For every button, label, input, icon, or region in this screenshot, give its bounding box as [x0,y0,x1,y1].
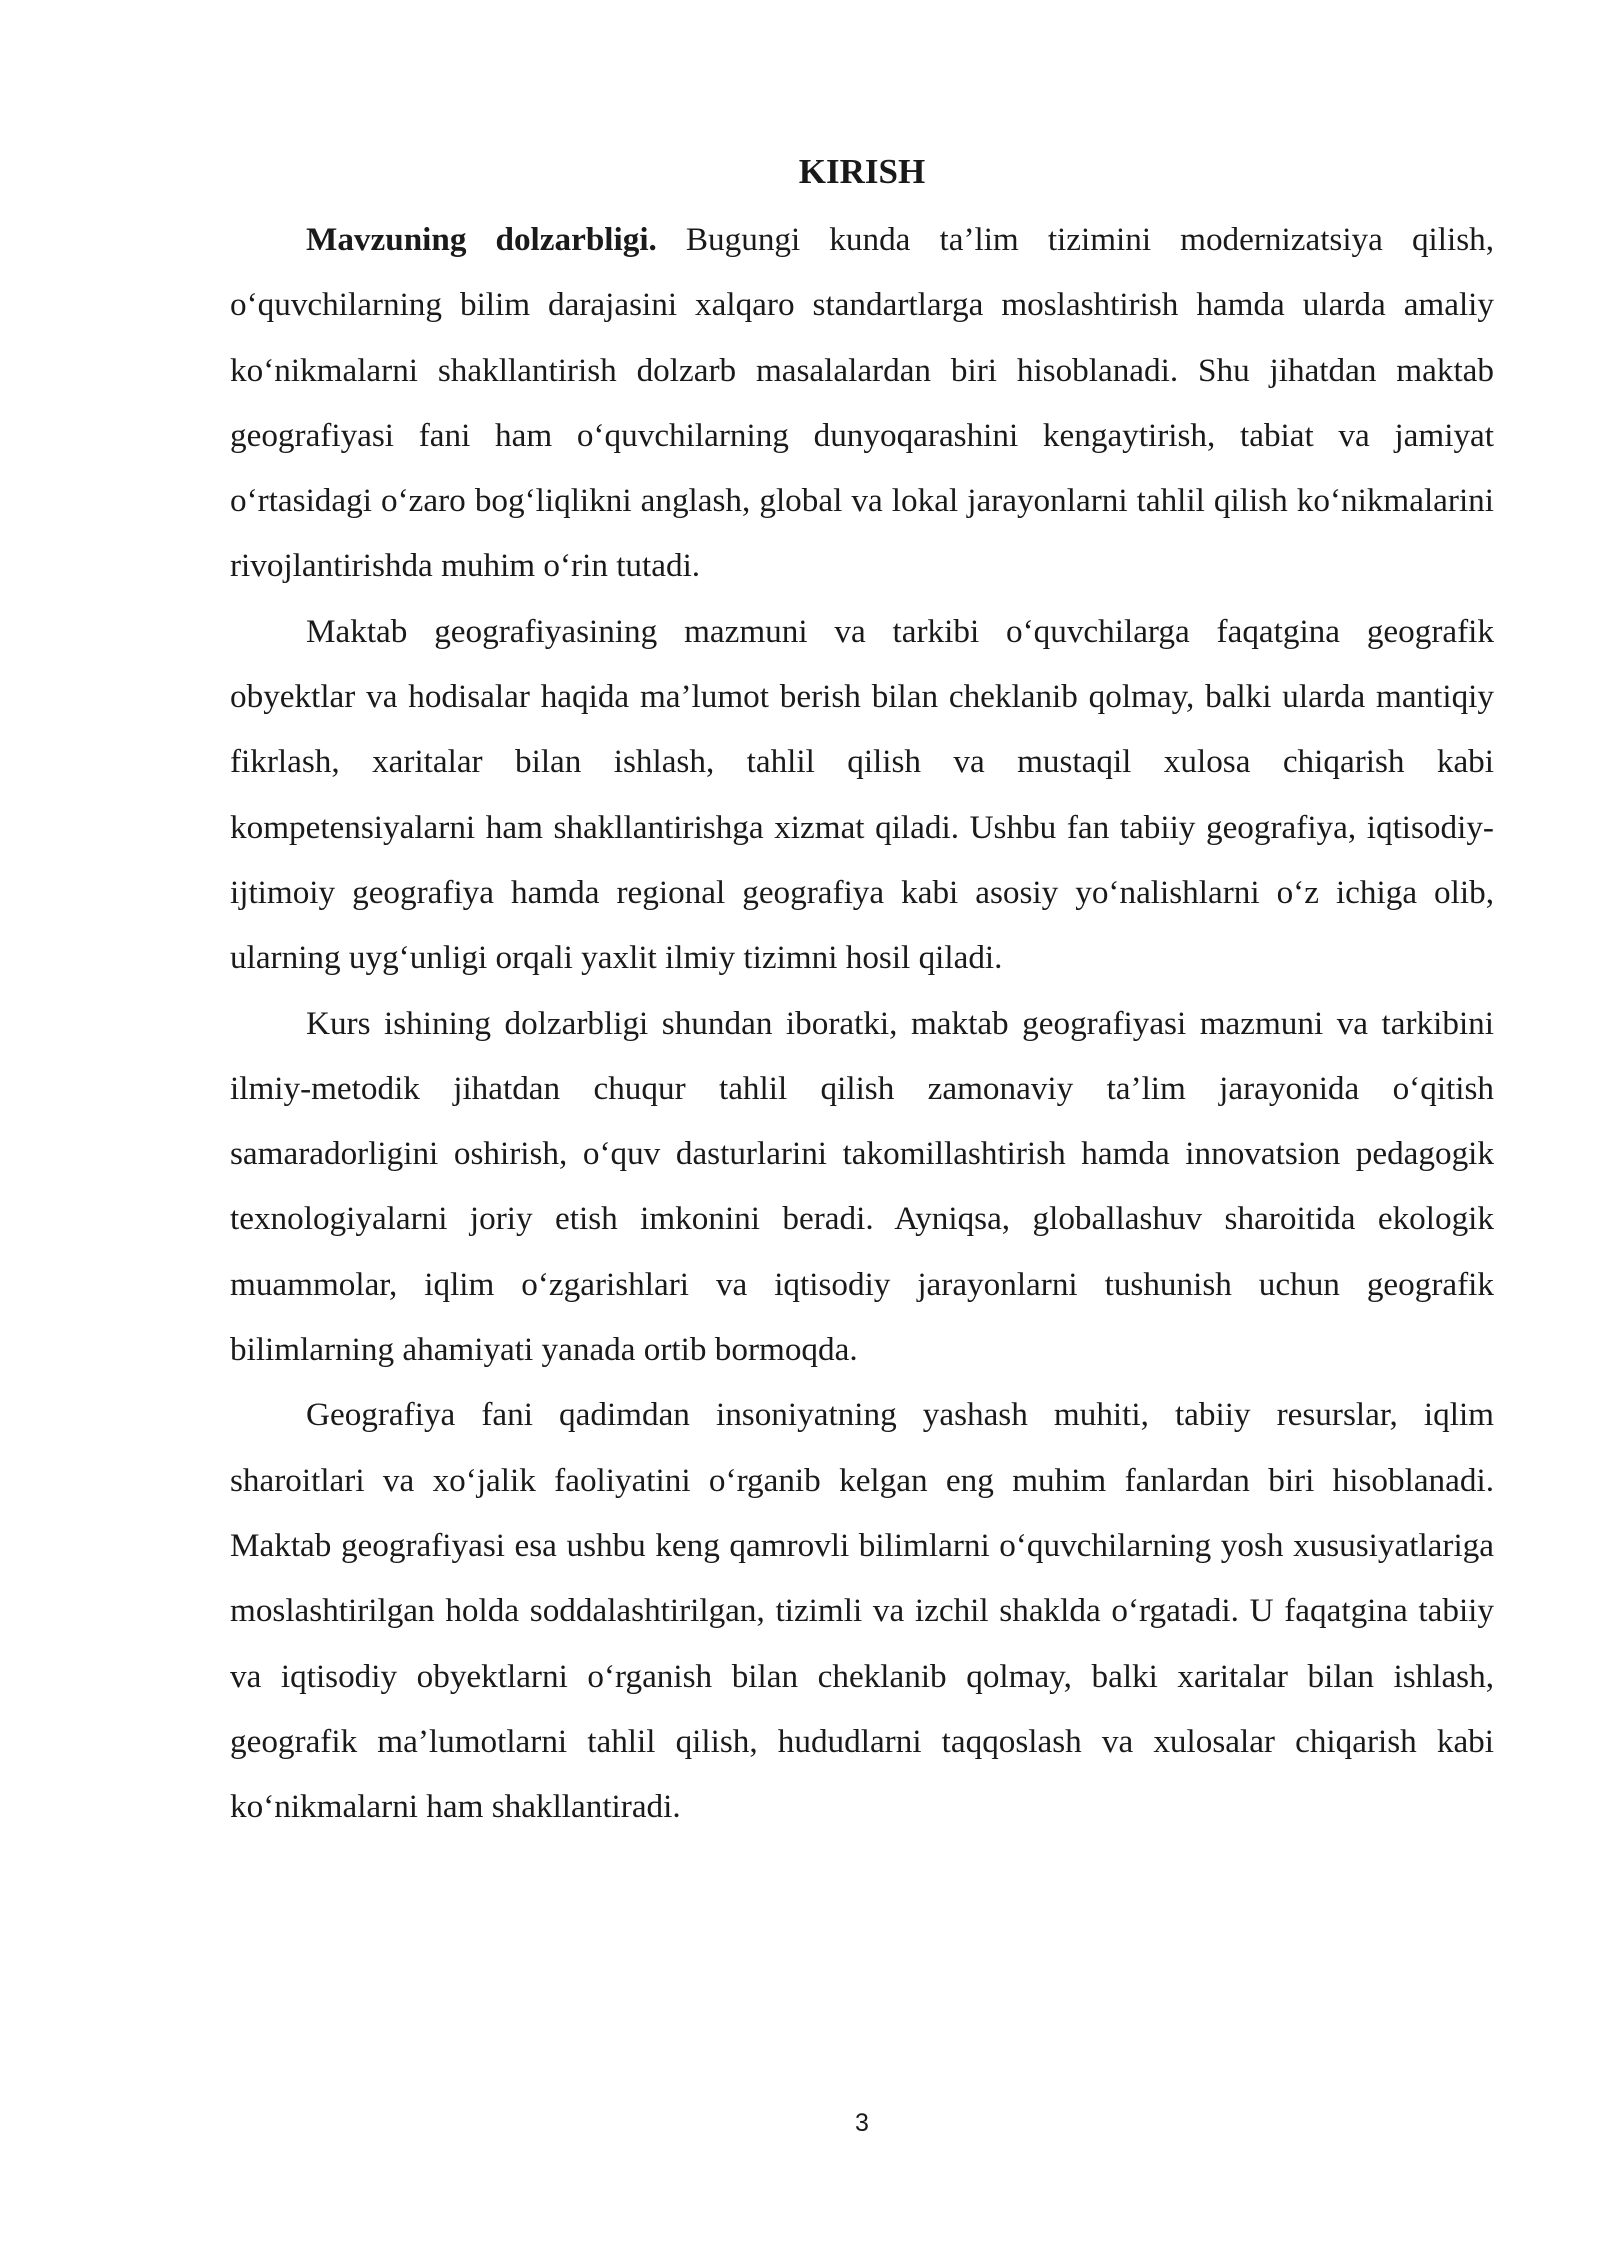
paragraph-content-structure: Maktab geografiyasining mazmuni va tarkibi o‘quvchilarga faqatgina geografik obyektlar va hodisalar haqida ma’lumot berish bilan cheklanib qolmay, balki ularda mantiqiy fikrlash, xaritalar bilan ishlash, tahlil qilish va mustaqil xulosa chiqarish kabi kompetensiyalarni ham shakllantirishga xizmat qiladi. Ushbu fan tabiiy geografiya, iqtisodiy-ijtimoiy geografiya hamda regional geografiya kabi asosiy yo‘nalishlarni o‘z ichiga olib, ularning uyg‘unligi orqali yaxlit ilmiy tizimni hosil qiladi. [230,612,1494,977]
paragraph-geography-science: Geografiya fani qadimdan insoniyatning yashash muhiti, tabiiy resurslar, iqlim sharoitlari va xo‘jalik faoliyatini o‘rganib kelgan eng muhim fanlardan biri hisoblanadi. Maktab geografiyasi esa ushbu keng qamrovli bilimlarni o‘quvchilarning yosh xususiyatlariga moslashtirilgan holda soddalashtirilgan, tizimli va izchil shaklda o‘rgatadi. U faqatgina tabiiy va iqtisodiy obyektlarni o‘rganish bilan cheklanib qolmay, balki xaritalar bilan ishlash, geografik ma’lumotlarni tahlil qilish, hududlarni taqqoslash va xulosalar chiqarish kabi ko‘nikmalarni ham shakllantiradi. [230,1396,1494,1826]
page-number: 3 [855,2109,869,2137]
paragraph-text: Bugungi kunda ta’lim tizimini modernizatsiya qilish, o‘quvchilarning bilim darajasini xalqaro standartlarga moslashtirish hamda ularda amaliy ko‘nikmalarni shakllantirish dolzarb masalalardan biri hisoblanadi. Shu jihatdan maktab geografiyasi fani ham o‘quvchilarning dunyoqarashini kengaytirish, tabiat va jamiyat o‘rtasidagi o‘zaro bog‘liqlikni anglash, global va lokal jarayonlarni tahlil qilish ko‘nikmalarini rivojlantirishda muhim o‘rin tutadi. [230,221,1495,585]
document-body [230,207,1494,1839]
paragraph-relevance [230,207,1494,599]
paragraph-course-relevance: Kurs ishining dolzarbligi shundan iboratki, maktab geografiyasi mazmuni va tarkibini ilmiy-metodik jihatdan chuqur tahlil qilish zamonaviy ta’lim jarayonida o‘qitish samaradorligini oshirish, o‘quv dasturlarini takomillashtirish hamda innovatsion pedagogik texnologiyalarni joriy etish imkonini beradi. Ayniqsa, globallashuv sharoitida ekologik muammolar, iqlim o‘zgarishlari va iqtisodiy jarayonlarni tushunish uchun geografik bilimlarning ahamiyati yanada ortib bormoqda. [230,1004,1494,1369]
paragraph-lead: Mavzuning dolzarbligi. [306,221,657,258]
section-heading: KIRISH [798,152,926,191]
